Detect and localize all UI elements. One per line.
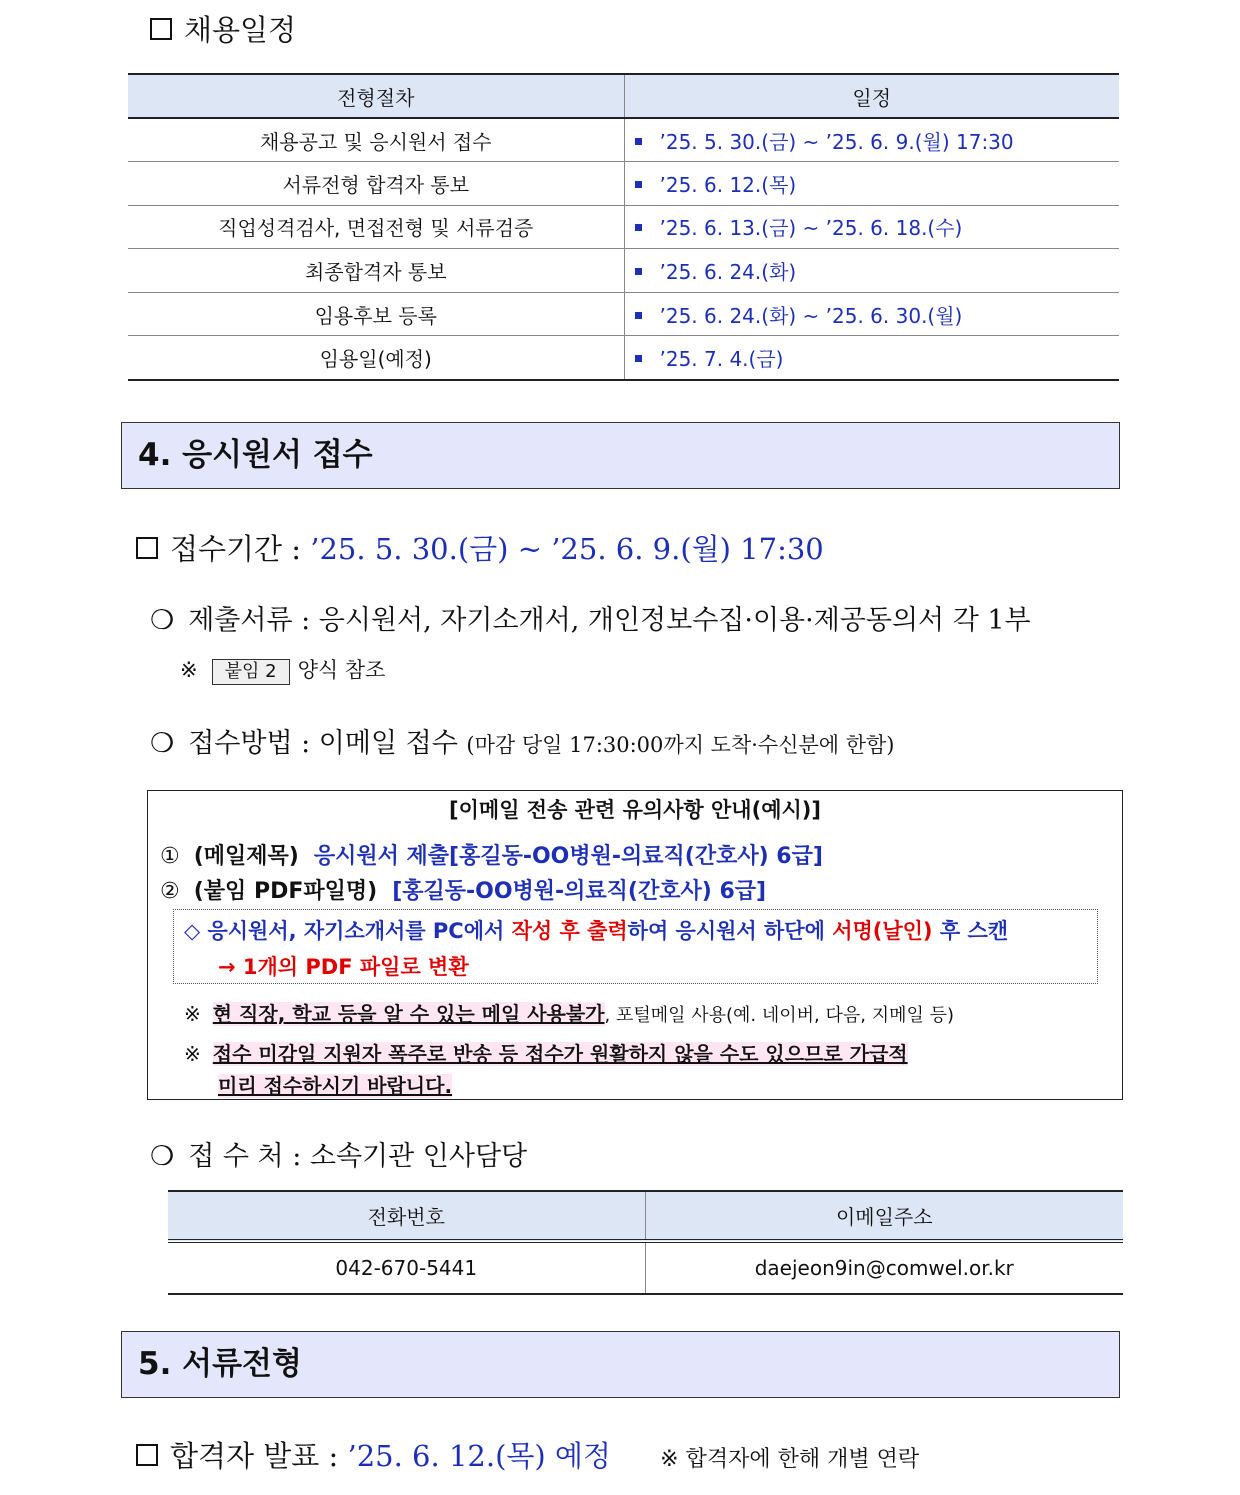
section-4-header: 4. 응시원서 접수	[121, 422, 1120, 489]
announce-label: 합격자 발표 :	[170, 1439, 339, 1473]
note-mark: ※	[184, 1002, 201, 1026]
receiver-line	[150, 1134, 527, 1173]
schedule-table	[128, 73, 1119, 381]
period-label: 접수기간 :	[170, 532, 302, 566]
col-email-header: 이메일주소	[645, 1191, 1123, 1241]
square-bullet-icon	[635, 312, 642, 319]
table-row	[168, 1241, 1123, 1294]
note-2-line-2: 미리 접수하시기 바랍니다.	[218, 1074, 453, 1098]
square-bullet-icon	[635, 138, 642, 145]
receiver-text: 접 수 처 : 소속기관 인사담당	[188, 1141, 528, 1172]
reference-text: 양식 참조	[297, 658, 386, 682]
note-2-cont	[218, 1070, 452, 1099]
square-bullet-icon	[635, 181, 642, 188]
note-2-line-1: 접수 미감일 지원자 폭주로 반송 등 접수가 원활하지 않을 수도 있으므로 가급적	[212, 1042, 908, 1066]
inner-part-4: 서명(날인)	[832, 919, 933, 943]
announce-line	[136, 1434, 919, 1475]
process-cell: 채용공고 및 응시원서 접수	[128, 118, 624, 162]
method-label: 접수방법 : 이메일 접수	[188, 728, 458, 759]
date-cell: ’25. 6. 13.(금) ~ ’25. 6. 18.(수)	[659, 216, 963, 241]
docs-line	[150, 598, 1031, 637]
checkbox-square-icon	[136, 1444, 158, 1466]
col-date-header: 일정	[624, 74, 1119, 118]
contact-table	[168, 1190, 1123, 1295]
note-mark: ※	[184, 1042, 201, 1066]
square-bullet-icon	[635, 224, 642, 231]
period-value: ’25. 5. 30.(금) ~ ’25. 6. 9.(월) 17:30	[310, 532, 824, 566]
note-1	[184, 998, 954, 1027]
phone-number: 042-670-5441	[168, 1241, 645, 1294]
process-cell: 서류전형 합격자 통보	[128, 162, 624, 206]
circle-bullet-icon: ❍	[150, 605, 175, 636]
inner-part-1: ◇ 응시원서, 자기소개서를 PC에서	[184, 919, 505, 943]
col-process-header: 전형절차	[128, 74, 624, 118]
square-bullet-icon	[635, 268, 642, 275]
method-note: (마감 당일 17:30:00까지 도착·수신분에 한함)	[466, 733, 895, 757]
table-row	[128, 336, 1119, 380]
notice-item-2	[160, 874, 766, 905]
process-cell: 임용일(예정)	[128, 336, 624, 380]
reference-mark: ※	[180, 658, 198, 682]
section-5-header: 5. 서류전형	[121, 1331, 1120, 1398]
circle-bullet-icon: ❍	[150, 1141, 175, 1172]
attachment-tag: 붙임 2	[212, 659, 290, 685]
table-row	[128, 249, 1119, 293]
date-cell: ’25. 6. 24.(화)	[659, 260, 797, 285]
table-row	[128, 162, 1119, 206]
process-cell: 최종합격자 통보	[128, 249, 624, 293]
inner-part-5: 후 스캔	[939, 919, 1009, 943]
reference-line	[180, 654, 385, 685]
docs-text: 제출서류 : 응시원서, 자기소개서, 개인정보수집·이용·제공동의서 각 1부	[188, 605, 1031, 636]
note-1-rest: , 포털메일 사용(예. 네이버, 다음, 지메일 등)	[604, 1005, 954, 1026]
item-number: ②	[160, 879, 180, 904]
table-row	[128, 118, 1119, 162]
table-row	[128, 292, 1119, 336]
inner-line-2: → 1개의 PDF 파일로 변환	[218, 955, 469, 979]
announce-note: ※ 합격자에 한해 개별 연락	[660, 1447, 920, 1472]
table-row	[128, 205, 1119, 249]
schedule-heading: 채용일정	[150, 8, 296, 49]
method-line	[150, 721, 895, 760]
notice-item-1	[160, 839, 823, 870]
date-cell: ’25. 6. 12.(목)	[659, 172, 797, 197]
square-bullet-icon	[635, 355, 642, 362]
inner-part-3: 하여 응시원서 하단에	[627, 919, 825, 943]
checkbox-square-icon	[150, 18, 172, 40]
announce-value: ’25. 6. 12.(목) 예정	[347, 1439, 611, 1473]
pdf-name-value: [홍길동-OO병원-의료직(간호사) 6급]	[392, 879, 767, 904]
checkbox-square-icon	[136, 537, 158, 559]
date-cell: ’25. 6. 24.(화) ~ ’25. 6. 30.(월)	[659, 303, 963, 328]
period-line	[136, 527, 824, 568]
note-2	[184, 1038, 908, 1067]
process-cell: 임용후보 등록	[128, 292, 624, 336]
col-phone-header: 전화번호	[168, 1191, 645, 1241]
note-1-highlight: 현 직장, 학교 등을 알 수 있는 메일 사용불가	[212, 1002, 605, 1026]
mail-subject-label: (메일제목)	[193, 844, 299, 869]
date-cell: ’25. 7. 4.(금)	[659, 347, 784, 372]
mail-subject-value: 응시원서 제출[홍길동-OO병원-의료직(간호사) 6급]	[313, 844, 823, 869]
pdf-name-label: (붙임 PDF파일명)	[193, 879, 378, 904]
circle-bullet-icon: ❍	[150, 728, 175, 759]
inner-part-2: 작성 후 출력	[511, 919, 628, 943]
process-cell: 직업성격검사, 면접전형 및 서류검증	[128, 205, 624, 249]
date-cell: ’25. 5. 30.(금) ~ ’25. 6. 9.(월) 17:30	[659, 129, 1014, 154]
email-address: daejeon9in@comwel.or.kr	[645, 1241, 1123, 1294]
item-number: ①	[160, 844, 180, 869]
notice-title: [이메일 전송 관련 유의사항 안내(예시)]	[449, 798, 821, 822]
inner-line-1	[184, 915, 1008, 945]
